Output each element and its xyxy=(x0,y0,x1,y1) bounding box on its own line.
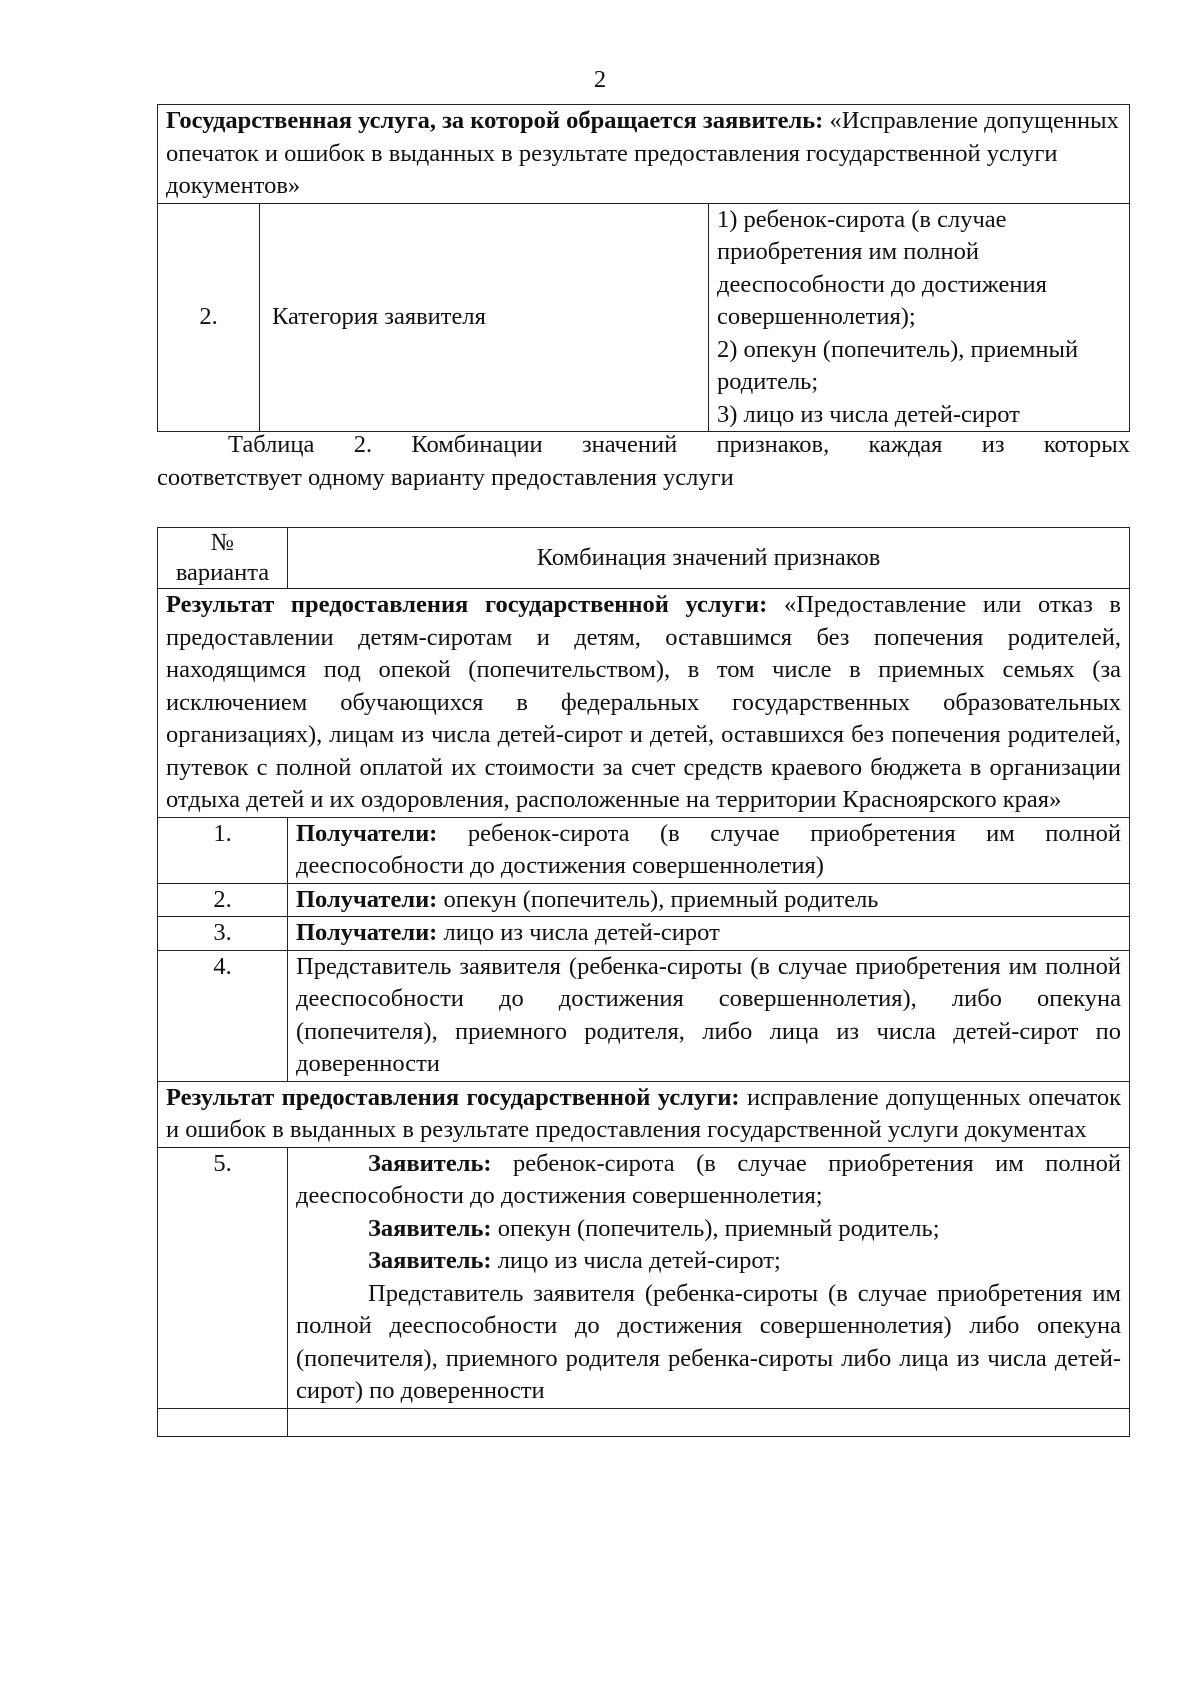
empty-cell xyxy=(158,1408,288,1436)
service-header-text: «Исправление допущенных опечаток и ошибок в выданных в результате предоставления государственной услуги документов» xyxy=(166,107,1119,199)
row-values-cell xyxy=(709,203,1130,432)
section-2-row xyxy=(158,1081,1130,1147)
applicant-bold: Заявитель: xyxy=(368,1214,492,1242)
variant-desc: ребенок-сирота (в случае приобретения им полной дееспособности до достижения совершеннолетия) xyxy=(296,819,1121,879)
applicant-item-1 xyxy=(296,1148,1121,1213)
variant-text xyxy=(288,950,1130,1081)
applicant-bold: Заявитель: xyxy=(368,1149,492,1177)
variant-number: 5. xyxy=(158,1147,288,1408)
empty-cell xyxy=(288,1408,1130,1436)
caption-line-1: Таблица 2. Комбинации значений признаков, каждая из которых xyxy=(228,431,1130,458)
category-value-3: 3) лицо из числа детей-сирот xyxy=(717,400,1020,428)
section-1-cell xyxy=(158,589,1130,818)
applicant-item-4 xyxy=(296,1278,1121,1408)
row-number: 2. xyxy=(158,203,260,432)
variant-5-text xyxy=(288,1147,1130,1408)
variant-desc: Представитель заявителя (ребенка-сироты (в случае приобретения им полной дееспособности до достижения совершеннолетия), либо опекуна (попечителя), приемного родителя, либо лица из числа детей-сирот по доверенности xyxy=(296,952,1121,1077)
section-2-bold: Результат предоставления государственной услуги: xyxy=(166,1083,740,1111)
applicant-item-3 xyxy=(296,1245,1121,1278)
variant-text xyxy=(288,817,1130,883)
variant-text xyxy=(288,883,1130,917)
variant-desc: лицо из числа детей-сирот xyxy=(437,919,720,946)
applicant-item-2 xyxy=(296,1213,1121,1246)
variant-row-2 xyxy=(158,883,1130,917)
variants-header-row xyxy=(158,528,1130,589)
variant-row-1 xyxy=(158,817,1130,883)
applicant-text: опекун (попечитель), приемный родитель; xyxy=(491,1214,940,1242)
page-number: 2 xyxy=(593,66,607,93)
variant-bold: Получатели: xyxy=(296,819,438,847)
variant-bold: Получатели: xyxy=(296,885,438,913)
variant-desc: опекун (попечитель), приемный родитель xyxy=(437,885,879,913)
variant-number: 2. xyxy=(158,883,288,917)
header-variant-number: № варианта xyxy=(158,528,288,589)
service-header-row xyxy=(158,105,1130,204)
caption-line-2: соответствует одному варианту предоставления услуги xyxy=(157,463,734,491)
header-combination: Комбинация значений признаков xyxy=(288,528,1130,589)
variant-bold: Получатели: xyxy=(296,919,438,946)
variants-table xyxy=(157,527,1130,1437)
applicant-text: ребенок-сирота (в случае приобретения им полной дееспособности до достижения совершеннолетия; xyxy=(296,1149,1121,1209)
section-1-text: «Предоставление или отказ в предоставлении детям-сиротам и детям, оставшимся без попечения родителей, находящимся под опекой (попечительством), в том числе в приемных семьях (за исключением обучающихся в федеральных государственных образовательных организациях), лицам из числа детей-сирот и детей, оставшихся без попечения родителей, путевок с полной оплатой их стоимости за счет средств краевого бюджета в организации отдыха детей и их оздоровления, расположенные на территории Красноярского края» xyxy=(166,591,1121,813)
service-table xyxy=(157,104,1130,432)
applicant-text: Представитель заявителя (ребенка-сироты (в случае приобретения им полной дееспособности до достижения совершеннолетия) либо опекуна (попечителя), приемного родителя ребенка-сироты либо лица из числа детей-сирот) по доверенности xyxy=(296,1279,1121,1404)
variant-number: 3. xyxy=(158,917,288,951)
empty-row xyxy=(158,1408,1130,1436)
variant-row-3 xyxy=(158,917,1130,951)
applicant-category-row xyxy=(158,203,1130,432)
applicant-text: лицо из числа детей-сирот; xyxy=(491,1247,781,1274)
applicant-bold: Заявитель: xyxy=(368,1247,492,1274)
variant-text xyxy=(288,917,1130,951)
variant-number: 1. xyxy=(158,817,288,883)
variant-row-4 xyxy=(158,950,1130,1081)
category-value-1: 1) ребенок-сирота (в случае приобретения им полной дееспособности до достижения совершеннолетия); xyxy=(717,205,1047,330)
service-header-cell xyxy=(158,105,1130,204)
service-header-bold: Государственная услуга, за которой обращается заявитель: xyxy=(166,107,824,134)
category-value-2: 2) опекун (попечитель), приемный родитель; xyxy=(717,335,1079,395)
row-label: Категория заявителя xyxy=(260,203,709,432)
section-1-row xyxy=(158,589,1130,818)
variant-row-5 xyxy=(158,1147,1130,1408)
table-caption xyxy=(157,429,1130,494)
section-2-cell xyxy=(158,1081,1130,1147)
section-1-bold: Результат предоставления государственной услуги: xyxy=(166,591,768,618)
variant-number: 4. xyxy=(158,950,288,1081)
section-2-text: исправление допущенных опечаток и ошибок в выданных в результате предоставления государственной услуги документах xyxy=(166,1083,1121,1143)
